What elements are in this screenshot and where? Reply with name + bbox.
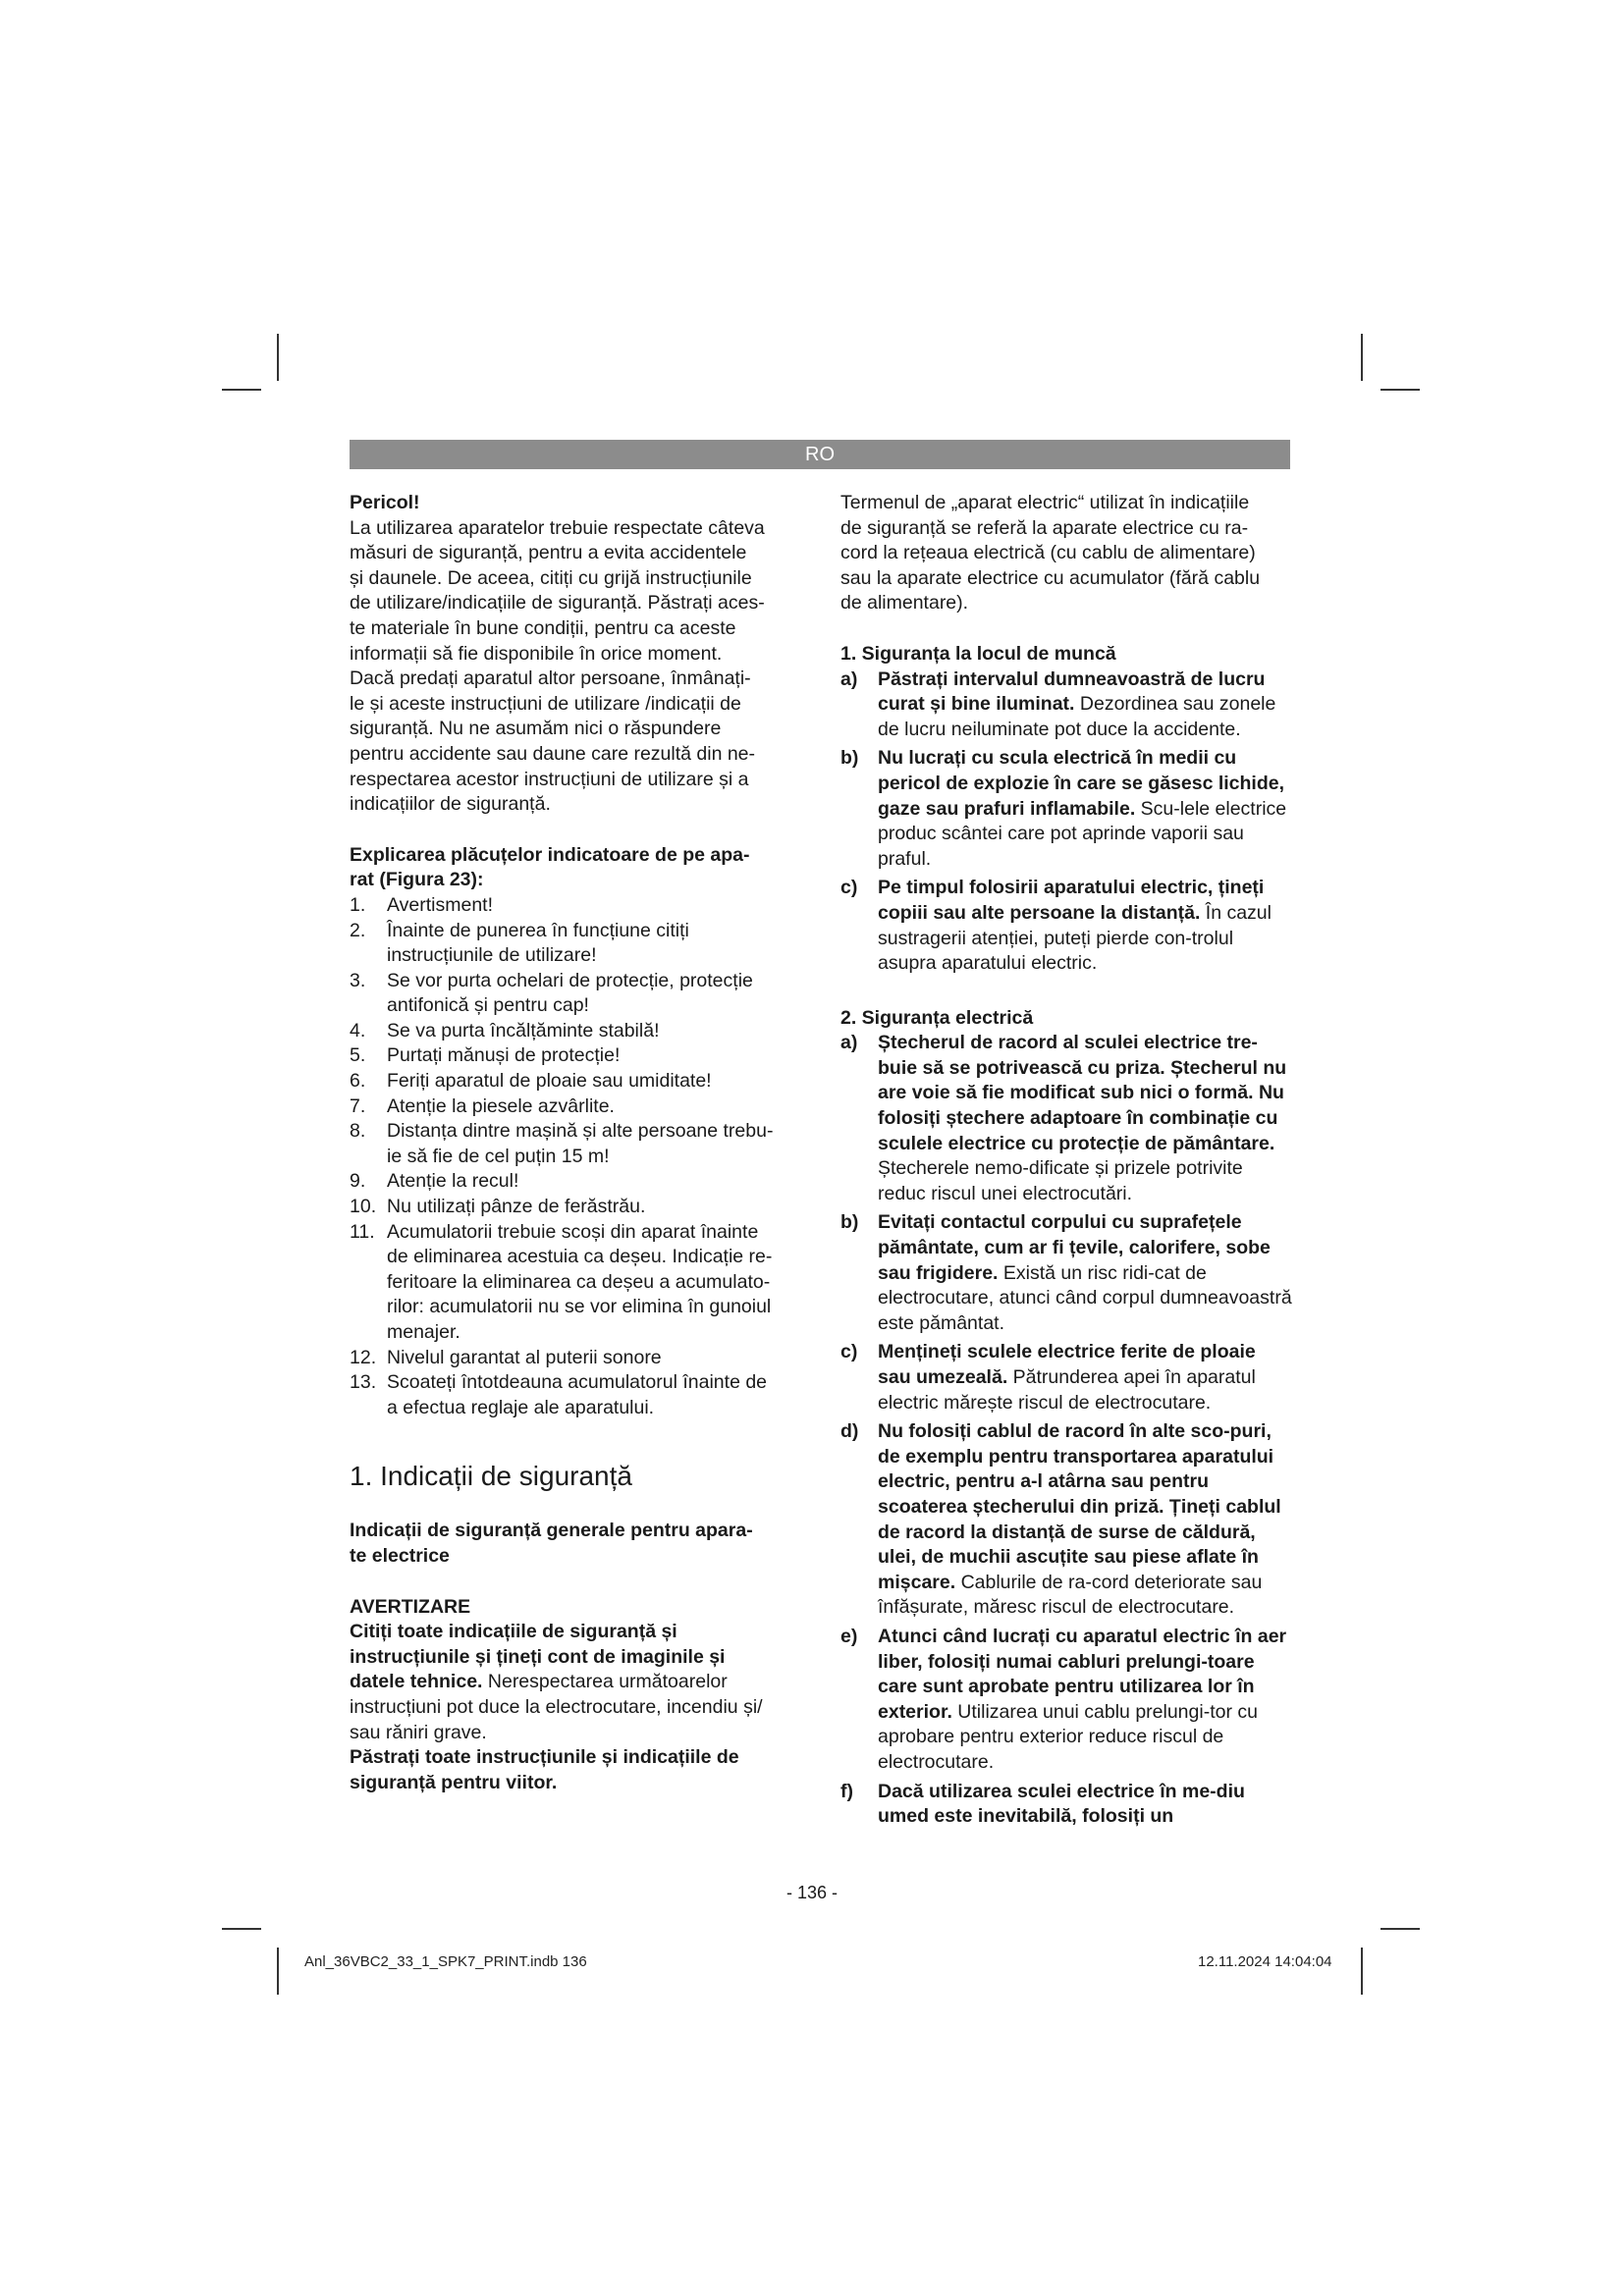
list-item bbox=[840, 1210, 1292, 1336]
warning-text: instrucțiuni pot duce la electrocutare, incendiu și/ bbox=[350, 1695, 763, 1718]
list-item bbox=[840, 1625, 1292, 1776]
crop-mark bbox=[1380, 1928, 1420, 1930]
crop-mark bbox=[1361, 334, 1363, 381]
explicare-title: rat (Figura 23): bbox=[350, 869, 484, 891]
list-item bbox=[840, 1780, 1292, 1830]
pericol-title: Pericol! bbox=[350, 492, 420, 513]
crop-mark bbox=[1361, 1948, 1363, 1995]
item-line: Nivelul garantat al puterii sonore bbox=[387, 1346, 662, 1368]
item-number: 12. bbox=[350, 1346, 377, 1368]
item-bold: Nu lucrați cu scula electrică în medii cu pericol de explozie în care se găsesc lichide, gaze sau prafuri inflamabile. bbox=[878, 747, 1285, 820]
item-number: 7. bbox=[350, 1095, 366, 1117]
list-item bbox=[840, 746, 1292, 872]
item-number: 8. bbox=[350, 1120, 366, 1143]
explicare-title: Explicarea plăcuțelor indicatoare de pe apa- bbox=[350, 843, 750, 866]
item-line: menajer. bbox=[387, 1321, 460, 1343]
list-item bbox=[350, 1119, 801, 1169]
item-bold: Păstrați intervalul dumneavoastră de lucru curat și bine iluminat. bbox=[878, 667, 1266, 716]
item-text: Ștecherele nemo-dificate și prizele potrivite reduc riscul unei electrocutări. bbox=[878, 1157, 1243, 1204]
sign-list bbox=[350, 893, 801, 1420]
list-item bbox=[840, 1031, 1292, 1206]
list-item bbox=[350, 1169, 801, 1195]
item-line: Acumulatorii trebuie scoși din aparat înainte bbox=[387, 1220, 759, 1243]
crop-mark bbox=[222, 389, 261, 391]
footer-datetime: 12.11.2024 14:04:04 bbox=[1198, 1953, 1332, 1970]
item-text: În cazul sustragerii atenției, puteți pierde con-trolul asupra aparatului electric. bbox=[878, 901, 1272, 975]
intro-line: Termenul de „aparat electric“ utilizat în indicațiile bbox=[840, 492, 1250, 513]
section-2-list bbox=[840, 1031, 1292, 1829]
item-line: Scoateți întotdeauna acumulatorul înainte de bbox=[387, 1371, 768, 1394]
list-item bbox=[840, 1419, 1292, 1621]
section-1-list bbox=[840, 667, 1292, 977]
item-letter: a) bbox=[840, 667, 858, 690]
intro-line: de siguranță se referă la aparate electrice cu ra- bbox=[840, 516, 1249, 539]
item-line: Distanța dintre mașină și alte persoane trebu- bbox=[387, 1120, 774, 1143]
warning-line bbox=[350, 1670, 801, 1695]
warning-bold: datele tehnice. bbox=[350, 1671, 483, 1693]
intro-line: sau la aparate electrice cu acumulator (fără cablu bbox=[840, 566, 1261, 589]
item-number: 10. bbox=[350, 1196, 377, 1218]
warning-text: sau răniri grave. bbox=[350, 1721, 487, 1743]
list-item bbox=[350, 1370, 801, 1420]
item-bold: Dacă utilizarea sculei electrice în me-diu umed este inevitabilă, folosiți un bbox=[878, 1780, 1245, 1828]
list-item bbox=[350, 1095, 801, 1120]
list-item bbox=[840, 876, 1292, 976]
item-line: instrucțiunile de utilizare! bbox=[387, 944, 597, 967]
pericol-line: indicațiilor de siguranță. bbox=[350, 793, 551, 816]
item-line: ie să fie de cel puțin 15 m! bbox=[387, 1145, 610, 1167]
item-line: Se vor purta ochelari de protecție, protecție bbox=[387, 969, 753, 991]
pericol-line: respectarea acestor instrucțiuni de utilizare și a bbox=[350, 768, 749, 790]
item-line: Avertisment! bbox=[387, 893, 494, 916]
crop-mark bbox=[222, 1928, 261, 1930]
list-item bbox=[350, 969, 801, 1019]
pericol-line: Dacă predați aparatul altor persoane, înmânați- bbox=[350, 667, 751, 690]
warning-title: AVERTIZARE bbox=[350, 1595, 471, 1618]
item-line: Feriți aparatul de ploaie sau umiditate! bbox=[387, 1070, 712, 1093]
right-column bbox=[840, 491, 1292, 1834]
pericol-line: pentru accidente sau daune care rezultă din ne- bbox=[350, 742, 756, 765]
item-number: 2. bbox=[350, 919, 366, 941]
item-line: Atenție la recul! bbox=[387, 1170, 519, 1193]
warning-bold: Citiți toate indicațiile de siguranță și bbox=[350, 1621, 677, 1643]
pericol-line: măsuri de siguranță, pentru a evita accidentele bbox=[350, 542, 747, 564]
pericol-line: de utilizare/indicațiile de siguranță. Păstrați aces- bbox=[350, 592, 765, 614]
item-number: 6. bbox=[350, 1070, 366, 1093]
item-text: Pătrunderea apei în aparatul electric mărește riscul de electrocutare. bbox=[878, 1366, 1256, 1414]
pericol-text bbox=[350, 516, 801, 818]
item-line: Înainte de punerea în funcțiune citiți bbox=[387, 919, 689, 941]
item-number: 1. bbox=[350, 893, 366, 916]
crop-mark bbox=[1380, 389, 1420, 391]
item-letter: b) bbox=[840, 1211, 859, 1234]
pericol-line: și daunele. De aceea, citiți cu grijă instrucțiunile bbox=[350, 566, 752, 589]
warning-text: Nerespectarea următoarelor bbox=[482, 1671, 728, 1693]
item-text: Utilizarea unui cablu prelungi-tor cu aprobare pentru exterior reduce riscul de electrocutare. bbox=[878, 1700, 1258, 1773]
list-item bbox=[350, 919, 801, 969]
page-number: - 136 - bbox=[785, 1883, 839, 1902]
item-number: 4. bbox=[350, 1019, 366, 1041]
item-line: Purtați mănuși de protecție! bbox=[387, 1044, 621, 1067]
item-number: 3. bbox=[350, 969, 366, 991]
item-text: Există un risc ridi-cat de electrocutare, atunci când corpul dumneavoastră este pământat. bbox=[878, 1261, 1292, 1334]
item-bold: Pe timpul folosirii aparatului electric, țineți copiii sau alte persoane la distanță. bbox=[878, 877, 1265, 924]
item-bold: Mențineți sculele electrice ferite de ploaie sau umezeală. bbox=[878, 1341, 1256, 1388]
item-text: Cablurile de ra-cord deteriorate sau înfășurate, măresc riscul de electrocutare. bbox=[878, 1571, 1263, 1619]
list-item bbox=[350, 1069, 801, 1095]
item-letter: c) bbox=[840, 877, 858, 899]
item-line: antifonică și pentru cap! bbox=[387, 994, 589, 1017]
list-item bbox=[840, 1340, 1292, 1415]
item-line: de eliminarea acestuia ca deșeu. Indicație re- bbox=[387, 1246, 773, 1268]
item-letter: f) bbox=[840, 1780, 853, 1802]
language-header: RO bbox=[350, 440, 1290, 469]
item-text: Dezordinea sau zonele de lucru neiluminate pot duce la accidente. bbox=[878, 693, 1276, 740]
item-bold: Ștecherul de racord al sculei electrice tre-buie să se potrivească cu priza. Ștecherul nu are voie să fie modificat sub nici o formă. Nu folosiți ștechere adaptoare în combinație cu sculele electrice cu protecție de pământare. bbox=[878, 1032, 1287, 1154]
general-title: Indicații de siguranță generale pentru apara- bbox=[350, 1520, 753, 1542]
keep-instructions: Păstrați toate instrucțiunile și indicațiile de bbox=[350, 1746, 739, 1769]
pericol-line: siguranță. Nu ne asumăm nici o răspundere bbox=[350, 718, 722, 740]
footer-filename: Anl_36VBC2_33_1_SPK7_PRINT.indb 136 bbox=[304, 1953, 587, 1970]
item-line: rilor: acumulatorii nu se vor elimina în gunoiul bbox=[387, 1296, 772, 1318]
item-number: 9. bbox=[350, 1170, 366, 1193]
general-title: te electrice bbox=[350, 1544, 450, 1567]
item-bold: Evitați contactul corpului cu suprafețele pământate, cum ar fi țevile, calorifere, sobe sau frigidere. bbox=[878, 1211, 1271, 1284]
section-2-title: 2. Siguranța electrică bbox=[840, 1006, 1034, 1029]
item-line: feritoare la eliminarea ca deșeu a acumulato- bbox=[387, 1270, 771, 1293]
pericol-line: le și aceste instrucțiuni de utilizare /indicații de bbox=[350, 692, 741, 715]
list-item bbox=[350, 1195, 801, 1220]
list-item bbox=[350, 1346, 801, 1371]
item-number: 11. bbox=[350, 1220, 375, 1243]
list-item bbox=[840, 667, 1292, 743]
item-letter: b) bbox=[840, 747, 859, 770]
item-line: Nu utilizați pânze de ferăstrău. bbox=[387, 1196, 646, 1218]
section-1-title: 1. Siguranța la locul de muncă bbox=[840, 642, 1116, 665]
item-line: Se va purta încălțăminte stabilă! bbox=[387, 1019, 660, 1041]
keep-instructions: siguranță pentru viitor. bbox=[350, 1771, 558, 1793]
item-letter: d) bbox=[840, 1420, 859, 1443]
crop-mark bbox=[277, 334, 279, 381]
pericol-line: La utilizarea aparatelor trebuie respectate câteva bbox=[350, 516, 765, 539]
item-letter: a) bbox=[840, 1032, 858, 1054]
intro-line: de alimentare). bbox=[840, 592, 969, 614]
item-letter: e) bbox=[840, 1625, 858, 1647]
section-title: 1. Indicații de siguranță bbox=[350, 1461, 632, 1492]
list-item bbox=[350, 1019, 801, 1044]
item-line: Atenție la piesele azvârlite. bbox=[387, 1095, 615, 1117]
pericol-line: te materiale în bune condiții, pentru ca aceste bbox=[350, 616, 736, 639]
item-text: Scu-lele electrice produc scântei care pot aprinde vaporii sau praful. bbox=[878, 797, 1287, 870]
item-bold: Nu folosiți cablul de racord în alte sco-puri, de exemplu pentru transportarea aparatului electric, pentru a-l atârna sau pentru scoaterea ștecherului din priză. Țineți cablul de racord la distanță de surse de căldură, ulei, de muchii ascuțite sau piese aflate în mișcare. bbox=[878, 1420, 1281, 1593]
item-line: a efectua reglaje ale aparatului. bbox=[387, 1396, 655, 1418]
list-item bbox=[350, 893, 801, 919]
item-bold: Atunci când lucrați cu aparatul electric în aer liber, folosiți numai cabluri prelungi-toare care sunt aprobate pentru utilizarea lor în exterior. bbox=[878, 1625, 1287, 1723]
list-item bbox=[350, 1220, 801, 1346]
item-number: 5. bbox=[350, 1044, 366, 1067]
item-letter: c) bbox=[840, 1341, 858, 1363]
intro-line: cord la rețeaua electrică (cu cablu de alimentare) bbox=[840, 542, 1256, 564]
crop-mark bbox=[277, 1948, 279, 1995]
item-number: 13. bbox=[350, 1371, 377, 1394]
pericol-line: informații să fie disponibile în orice moment. bbox=[350, 642, 723, 665]
left-column bbox=[350, 491, 801, 1795]
warning-bold: instrucțiunile și țineți cont de imaginile și bbox=[350, 1645, 726, 1668]
list-item bbox=[350, 1043, 801, 1069]
